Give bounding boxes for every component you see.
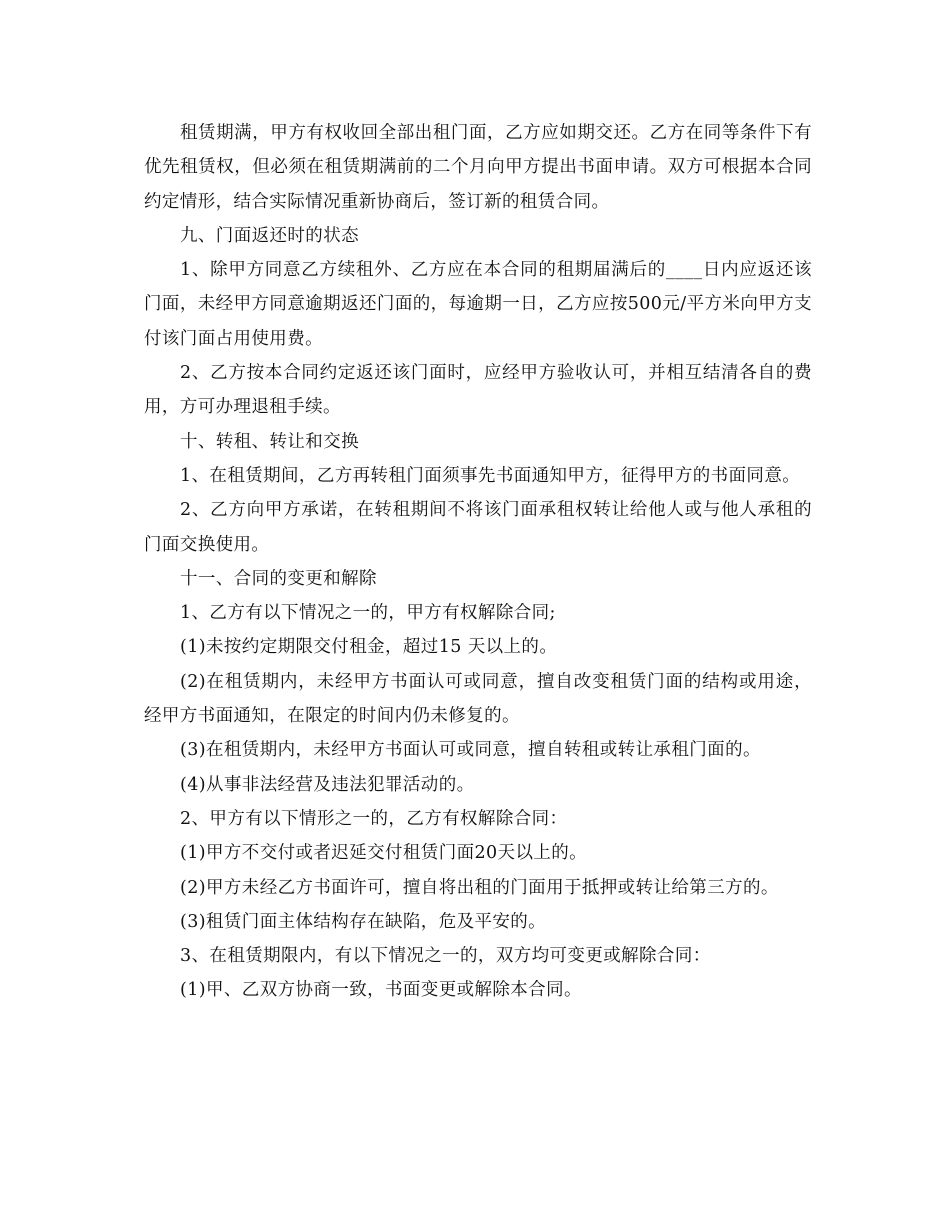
paragraph-11-2-item-2: (2)甲方未经乙方书面许可，擅自将出租的门面用于抵押或转让给第三方的。: [180, 877, 779, 898]
paragraph-11-3-item-1: (1)甲、乙双方协商一致，书面变更或解除本合同。: [180, 980, 582, 1001]
paragraph-9-1: 1、除甲方同意乙方续租外、乙方应在本合同的租期届满后的____日内应返还该门面，未经甲方同意逾期返还门面的，每逾期一日，乙方应按500元/平方米向甲方支付该门面占用使用费。: [144, 260, 812, 349]
paragraph-11-1-item-4: (4)从事非法经营及违法犯罪活动的。: [180, 774, 475, 795]
section-heading-10: 十、转租、转让和交换: [180, 431, 359, 452]
paragraph-10-1: 1、在租赁期间，乙方再转租门面须事先书面通知甲方，征得甲方的书面同意。: [180, 465, 801, 486]
paragraph-11-2-item-1: (1)甲方不交付或者迟延交付租赁门面20天以上的。: [180, 843, 588, 864]
paragraph-10-2: 2、乙方向甲方承诺，在转租期间不将该门面承租权转让给他人或与他人承租的门面交换使用。: [144, 500, 812, 555]
paragraph-lease-expiry: 租赁期满，甲方有权收回全部出租门面，乙方应如期交还。乙方在同等条件下有优先租赁权，但必须在租赁期满前的二个月向甲方提出书面申请。双方可根据本合同约定情形，结合实际情况重新协商后，签订新的租赁合同。: [144, 123, 812, 212]
paragraph-11-1-item-3: (3)在租赁期内，未经甲方书面认可或同意，擅自转租或转让承租门面的。: [180, 740, 761, 761]
paragraph-11-3: 3、在租赁期限内，有以下情况之一的，双方均可变更或解除合同：: [180, 946, 711, 967]
paragraph-11-2-item-3: (3)租赁门面主体结构存在缺陷，危及平安的。: [180, 911, 547, 932]
document-body: [144, 116, 812, 1008]
paragraph-11-1: 1、乙方有以下情况之一的，甲方有权解除合同;: [180, 603, 556, 624]
section-heading-11: 十一、合同的变更和解除: [180, 568, 377, 589]
paragraph-11-1-item-1: (1)未按约定期限交付租金，超过15 天以上的。: [180, 637, 558, 658]
paragraph-11-2: 2、甲方有以下情形之一的，乙方有权解除合同：: [180, 808, 568, 829]
section-heading-9: 九、门面返还时的状态: [180, 225, 359, 246]
paragraph-11-1-item-2: (2)在租赁期内，未经甲方书面认可或同意，擅自改变租赁门面的结构或用途，经甲方书面通知，在限定的时间内仍未修复的。: [144, 671, 812, 727]
paragraph-9-2: 2、乙方按本合同约定返还该门面时，应经甲方验收认可，并相互结清各自的费用，方可办理退租手续。: [144, 363, 812, 418]
